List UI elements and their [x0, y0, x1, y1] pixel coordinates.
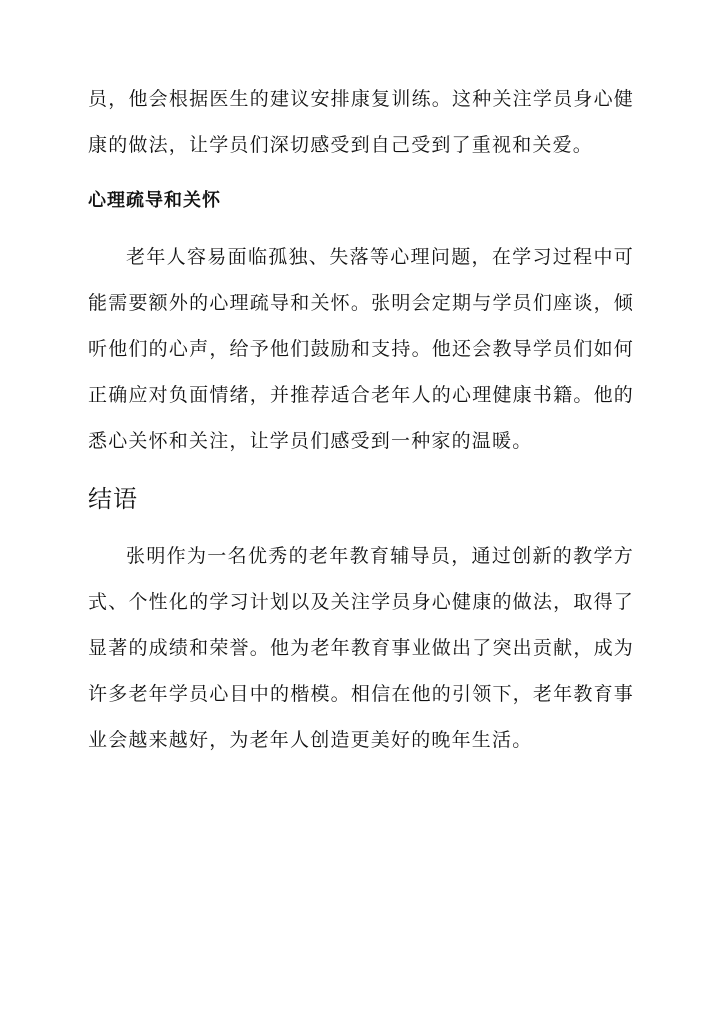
psychology-paragraph: 老年人容易面临孤独、失落等心理问题，在学习过程中可能需要额外的心理疏导和关怀。张明会定期与学员们座谈，倾听他们的心声，给予他们鼓励和支持。他还会教导学员们如何正确应对负面情绪，并推荐适合老年人的心理健康书籍。他的悉心关怀和关注，让学员们感受到一种家的温暖。 — [88, 246, 634, 452]
section-heading-conclusion: 结语 — [88, 485, 138, 513]
conclusion-paragraph: 张明作为一名优秀的老年教育辅导员，通过创新的教学方式、个性化的学习计划以及关注学员身心健康的做法，取得了显著的成绩和荣誉。他为老年教育事业做出了突出贡献，成为许多老年学员心目中的楷模。相信在他的引领下，老年教育事业会越来越好，为老年人创造更美好的晚年生活。 — [88, 545, 634, 751]
continuation-paragraph: 员，他会根据医生的建议安排康复训练。这种关注学员身心健康的做法，让学员们深切感受到自己受到了重视和关爱。 — [88, 88, 634, 156]
section-heading-psychology: 心理疏导和关怀 — [88, 190, 221, 211]
